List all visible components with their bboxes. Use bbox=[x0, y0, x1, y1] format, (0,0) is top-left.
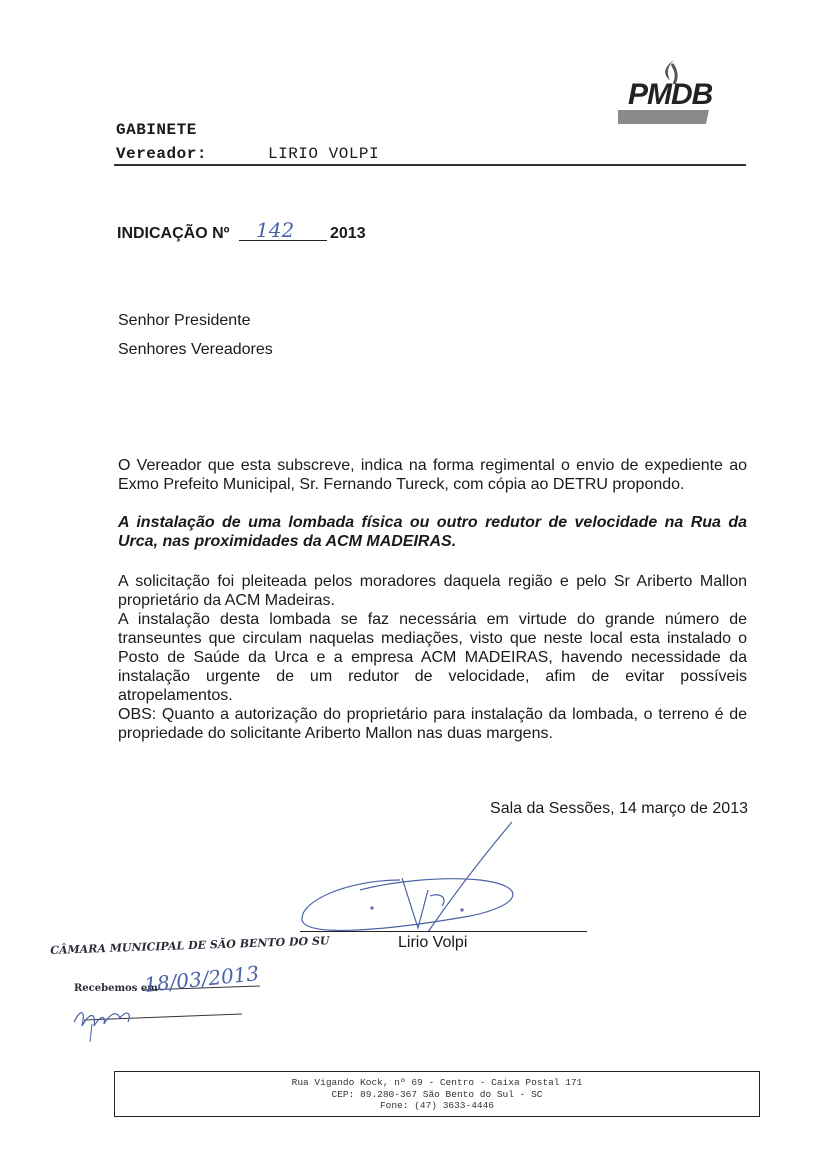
footer-postal: CEP: 89.280-367 São Bento do Sul - SC bbox=[331, 1088, 543, 1100]
footer-address-box bbox=[114, 1071, 760, 1117]
greeting-president: Senhor Presidente bbox=[118, 312, 251, 329]
pmdb-logo-text: PMDB bbox=[628, 78, 713, 111]
office-title: GABINETE bbox=[116, 121, 197, 139]
indication-number: 142 bbox=[256, 218, 295, 242]
body-paragraph-obs: OBS: Quanto a autorização do proprietário para instalação da lombada, o terreno é de propriedade do solicitante Ariberto Mallon nas duas margens. bbox=[118, 706, 747, 742]
footer-phone: Fone: (47) 3633-4446 bbox=[379, 1100, 495, 1111]
councilor-name: LIRIO VOLPI bbox=[268, 145, 380, 163]
justification-body bbox=[118, 572, 747, 743]
councilor-label: Vereador: bbox=[116, 145, 207, 163]
signer-name: Lirio Volpi bbox=[398, 934, 468, 951]
header-divider bbox=[114, 164, 746, 166]
intro-paragraph: O Vereador que esta subscreve, indica na forma regimental o envio de expediente ao Exmo Prefeito Municipal, Sr. Fernando Tureck, com cópia ao DETRU propondo. bbox=[118, 457, 747, 493]
greeting-councilors: Senhores Vereadores bbox=[118, 341, 273, 358]
footer-street: Rua Vigando Kock, nº 69 - Centro - Caixa Postal 171 bbox=[291, 1077, 583, 1088]
signature-line bbox=[300, 931, 587, 932]
body-paragraph-reason: A instalação desta lombada se faz necessária em virtude do grande número de transeuntes que circulam naquelas mediações, visto que neste local esta instalado o Posto de Saúde da Urca e a empresa ACM MADEIRAS, havendo necessidade da instalação urgente de um redutor de velocidade, afim de evitar possíveis atropelamentos. bbox=[118, 611, 747, 704]
signature-scribble bbox=[280, 820, 600, 940]
receipt-stamp-title: CÂMARA MUNICIPAL DE SÃO BENTO DO SU bbox=[50, 934, 330, 957]
indication-year: 2013 bbox=[330, 225, 366, 242]
pmdb-logo bbox=[618, 58, 722, 134]
subject-paragraph: A instalação de uma lombada física ou outro redutor de velocidade na Rua da Urca, nas proximidades da ACM MADEIRAS. bbox=[118, 514, 747, 550]
receipt-stamp-date: 18/03/2013 bbox=[143, 961, 261, 997]
session-date: Sala da Sessões, 14 março de 2013 bbox=[490, 800, 748, 817]
body-paragraph-request: A solicitação foi pleiteada pelos moradores daquela região e pelo Sr Ariberto Mallon proprietário da ACM Madeiras. bbox=[118, 573, 747, 609]
receipt-stamp-label: Recebemos em bbox=[74, 983, 158, 994]
indication-label: INDICAÇÃO Nº bbox=[117, 225, 230, 242]
